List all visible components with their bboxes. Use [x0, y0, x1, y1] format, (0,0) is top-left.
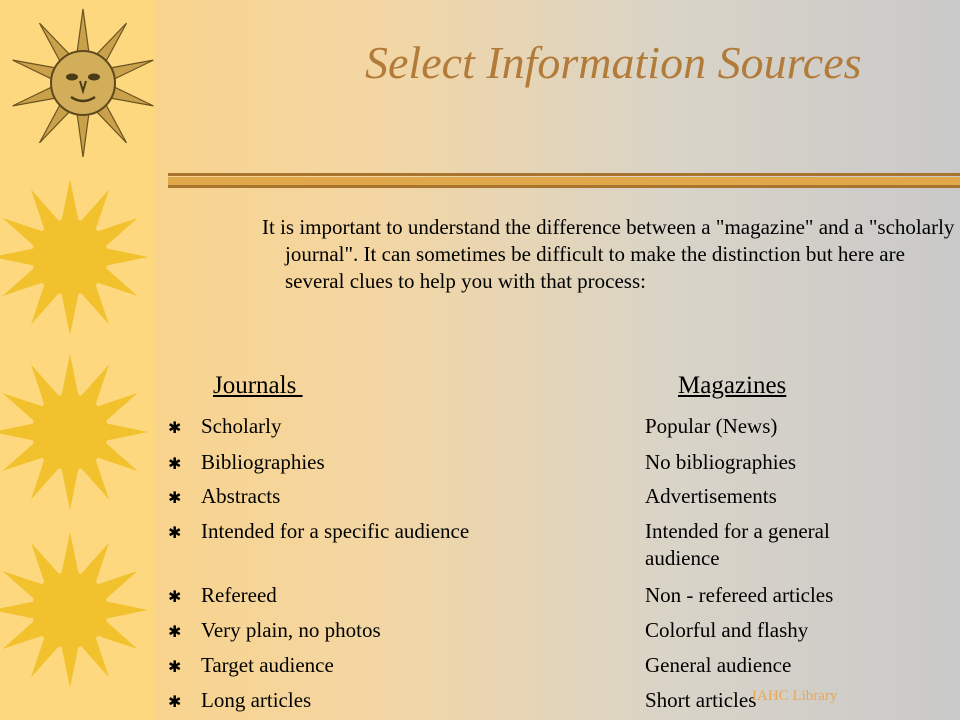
footer-label: IAHC Library [752, 688, 838, 704]
bullet-star-icon: ✱ [168, 694, 182, 711]
journal-trait: Abstracts [201, 484, 281, 508]
bullet-star-icon: ✱ [168, 659, 182, 676]
comparison-row [0, 652, 960, 679]
bullet-star-icon: ✱ [168, 456, 182, 473]
journal-trait: Target audience [201, 653, 334, 677]
journals-heading: Journals [213, 372, 303, 399]
magazine-trait: Non - refereed articles [645, 583, 834, 607]
journal-trait: Bibliographies [201, 450, 325, 474]
magazines-heading: Magazines [678, 372, 787, 399]
comparison-row [0, 413, 960, 440]
sun-icon [0, 175, 155, 340]
bullet-star-icon: ✱ [168, 420, 182, 437]
journal-trait: Intended for a specific audience [201, 519, 470, 543]
comparison-row [0, 518, 960, 574]
comparison-row [0, 449, 960, 476]
magazine-trait: General audience [645, 653, 792, 677]
slide-title: Select Information Sources [365, 37, 862, 88]
magazine-trait: Advertisements [645, 484, 777, 508]
journal-trait: Long articles [201, 688, 312, 712]
bullet-star-icon: ✱ [168, 525, 182, 542]
title-divider [168, 172, 960, 190]
magazine-trait: Colorful and flashy [645, 618, 809, 642]
journal-trait: Refereed [201, 583, 277, 607]
intro-paragraph: It is important to understand the difference between a "magazine" and a "scholarly journal". It can sometimes be difficult to make the distinction but here are several clues to help you with that process: [262, 215, 955, 293]
magazine-trait: Short articles [645, 688, 757, 712]
sun-face-icon [5, 5, 155, 160]
bullet-star-icon: ✱ [168, 589, 182, 606]
decorative-sidebar [0, 0, 155, 720]
bullet-star-icon: ✱ [168, 490, 182, 507]
bullet-star-icon: ✱ [168, 624, 182, 641]
magazine-trait: Popular (News) [645, 414, 778, 438]
comparison-row [0, 582, 960, 609]
magazine-trait: Intended for a general audience [645, 519, 830, 570]
comparison-row [0, 483, 960, 510]
journal-trait: Very plain, no photos [201, 618, 381, 642]
journal-trait: Scholarly [201, 414, 282, 438]
comparison-row [0, 617, 960, 644]
magazine-trait: No bibliographies [645, 450, 797, 474]
